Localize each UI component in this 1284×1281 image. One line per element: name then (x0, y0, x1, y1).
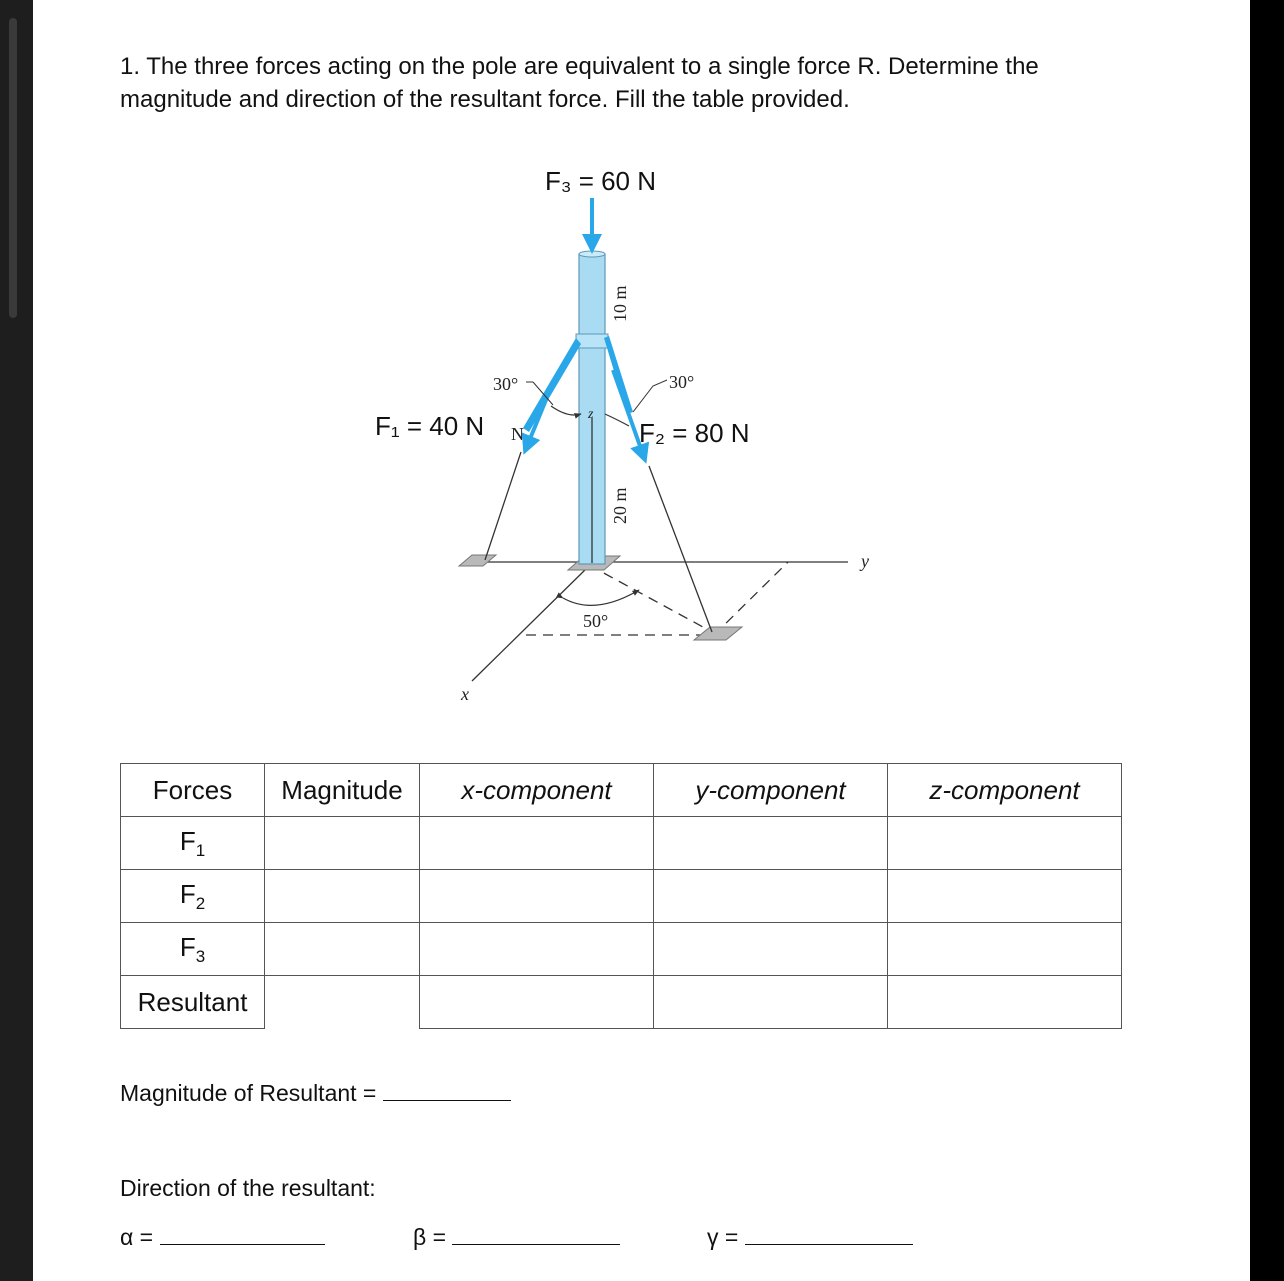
dim-bottom-label: 20 m (610, 487, 630, 524)
cell-f2-z[interactable] (888, 870, 1122, 923)
cell-f2-magnitude[interactable] (265, 870, 420, 923)
row-label-f2: $F_2$ (121, 870, 265, 923)
cell-f1-y[interactable] (654, 817, 888, 870)
table-row (121, 976, 1122, 1029)
cell-resultant-y[interactable] (654, 976, 888, 1029)
alpha-blank[interactable] (160, 1228, 325, 1245)
anchor-pad-left (459, 555, 496, 566)
x-axis-label: x (461, 684, 469, 704)
row-label-resultant: Resultant (121, 976, 265, 1029)
anchor-pad-right (694, 627, 742, 640)
cell-f2-y[interactable] (654, 870, 888, 923)
y-axis-label: y (861, 551, 869, 571)
z-axis-label: z (588, 407, 594, 422)
table-row (121, 817, 1122, 870)
angle-right-label: 30° (669, 372, 695, 392)
pole-collar (576, 334, 608, 348)
question-text: 1. The three forces acting on the pole are equivalent to a single force R. Determine the magnitude and direction of the resultant force. Fill the table provided. (120, 53, 1039, 113)
document-page (33, 0, 1250, 1281)
cell-f3-x[interactable] (420, 923, 654, 976)
f3-label: F₃ = 60 N (545, 166, 657, 196)
table-header-row (121, 764, 1122, 817)
beta-answer (413, 1224, 620, 1251)
table-row (121, 923, 1122, 976)
header-magnitude: Magnitude (265, 764, 420, 817)
beta-blank[interactable] (452, 1228, 620, 1245)
cell-f1-z[interactable] (888, 817, 1122, 870)
direction-label: Direction of the resultant: (120, 1175, 376, 1201)
cable-left (485, 452, 521, 560)
header-forces: Forces (121, 764, 265, 817)
f1-tag: N (511, 424, 524, 444)
cable-right (649, 466, 712, 632)
row-label-f3: $F_3$ (121, 923, 265, 976)
cell-f2-x[interactable] (420, 870, 654, 923)
cell-f3-magnitude[interactable] (265, 923, 420, 976)
gamma-label: γ = (707, 1224, 739, 1250)
cell-resultant-x[interactable] (420, 976, 654, 1029)
scroll-handle[interactable] (9, 18, 17, 318)
gamma-answer (707, 1224, 913, 1251)
alpha-label: α = (120, 1224, 154, 1250)
f1-label: F₁ = 40 N (375, 411, 485, 441)
f2-label: F₂ = 80 N (639, 418, 750, 448)
magnitude-blank[interactable] (383, 1084, 511, 1101)
f1-collar-strap (523, 338, 581, 432)
cell-f3-z[interactable] (888, 923, 1122, 976)
angle-arc-left (551, 406, 581, 415)
gamma-blank[interactable] (745, 1228, 913, 1245)
cell-resultant-magnitude-empty (265, 976, 420, 1029)
left-scroll-track[interactable] (0, 0, 33, 1281)
angle-arc-base (563, 590, 639, 605)
magnitude-label: Magnitude of Resultant = (120, 1080, 377, 1106)
alpha-answer (120, 1224, 325, 1251)
cell-f3-y[interactable] (654, 923, 888, 976)
cell-resultant-z[interactable] (888, 976, 1122, 1029)
pole-top (579, 251, 605, 257)
magnitude-answer-line (120, 1080, 511, 1107)
angle-base-label: 50° (583, 611, 609, 631)
angle-arc-right (605, 414, 629, 426)
right-margin (1250, 0, 1284, 1281)
f2-collar-strap (604, 336, 633, 414)
pole-force-diagram (33, 0, 1250, 720)
angle-left-label: 30° (493, 374, 519, 394)
forces-table (120, 763, 1122, 1029)
header-y-component: y-component (654, 764, 888, 817)
dim-top-label: 10 m (610, 285, 630, 322)
row-label-f1: $F_1$ (121, 817, 265, 870)
cell-f1-x[interactable] (420, 817, 654, 870)
table-row (121, 870, 1122, 923)
header-x-component: x-component (420, 764, 654, 817)
dashed-y-line (714, 562, 788, 635)
header-z-component: z-component (888, 764, 1122, 817)
beta-label: β = (413, 1224, 447, 1250)
x-axis-line (472, 567, 588, 681)
cell-f1-magnitude[interactable] (265, 817, 420, 870)
